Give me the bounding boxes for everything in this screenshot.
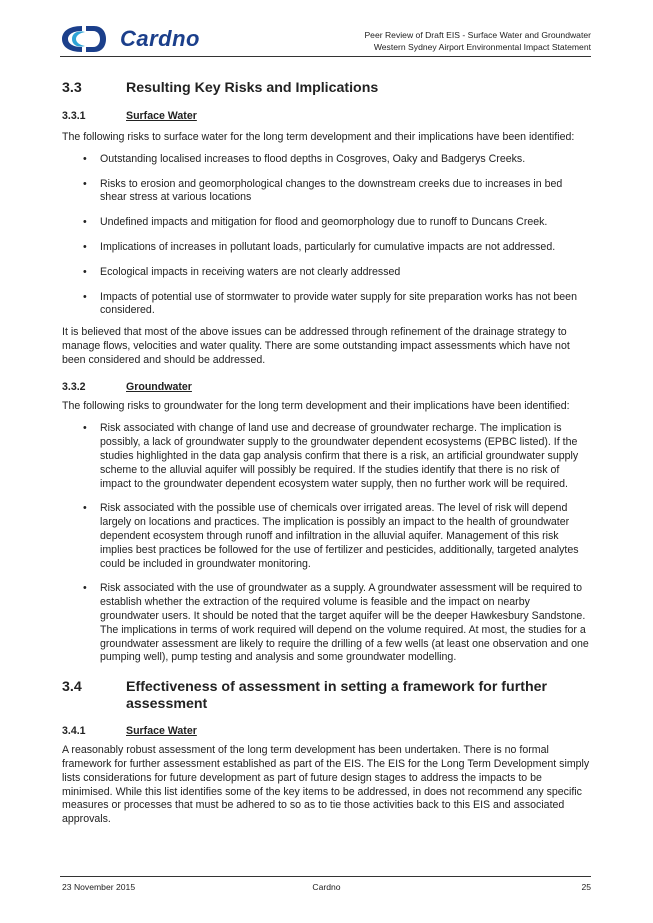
- section-title-line2: assessment: [126, 696, 208, 713]
- surface-water-risk-list: [62, 153, 591, 318]
- bullet-icon: •: [83, 502, 87, 515]
- section-heading-3-4: [62, 679, 591, 713]
- list-item-text: Impacts of potential use of stormwater to provide water supply for site preparation works has not been considered.: [100, 290, 577, 317]
- list-item: [62, 178, 591, 206]
- bullet-icon: •: [83, 582, 87, 595]
- subsection-heading-3-3-1: [62, 110, 591, 123]
- assessment-body: A reasonably robust assessment of the long term development has been undertaken. There is no formal framework for further assessment established as part of the EIS. The EIS for the Long Term Development simply lists considerations for future development as part of future design stages to address the impacts to be minimised. While this list identifies some of the key items to be addressed, in does not recommend any specific measures or processes that must be adhered to so as to tie those activities back to this EIS and associated approvals.: [62, 744, 590, 826]
- header-divider: [60, 56, 591, 57]
- footer-page-number: 25: [581, 882, 591, 892]
- list-item-text: Outstanding localised increases to flood depths in Cosgroves, Oaky and Badgerys Creeks.: [100, 152, 526, 165]
- subsection-title: Surface Water: [126, 110, 197, 122]
- list-item: [62, 241, 591, 255]
- section-number: 3.4: [62, 679, 82, 696]
- subsection-heading-3-3-2: [62, 381, 591, 394]
- subsection-number: 3.3.1: [62, 110, 86, 122]
- list-item: [62, 422, 591, 491]
- list-item-text: Ecological impacts in receiving waters are not clearly addressed: [100, 265, 401, 278]
- list-item: [62, 582, 591, 665]
- list-item-text: Risk associated with the possible use of chemicals over irrigated areas. The level of risk will depend largely on locations and practices. The implication is possibly an impact to the health of groundwater dependent ecosystem through runoff and infiltration in the alluvial aquifer. Management of this risk implies best practices be followed for the use of fertilizer and pesticides, additionally, targeted analytes could be included in groundwater monitoring.: [100, 502, 579, 570]
- footer-divider: [60, 876, 591, 877]
- list-item-text: Implications of increases in pollutant loads, particularly for cumulative impacts are not addressed.: [100, 240, 556, 253]
- header-title-line2: Western Sydney Airport Environmental Impact Statement: [373, 41, 591, 52]
- bullet-icon: •: [83, 177, 87, 190]
- footer-company: Cardno: [312, 882, 341, 892]
- section-heading-3-3: [62, 80, 591, 97]
- list-item-text: Risk associated with the use of groundwater as a supply. A groundwater assessment will be required to establish whether the extraction of the required volume is feasible and the impact on nearby groundwater users. It should be noted that the target aquifer will be the deeper Hawkesbury Sandstone. The implications in terms of work required will depend on the volume required. At most, the studies for a groundwater assessment are likely to require the drilling of a few wells (at least one observation and one pumping well), pump testing and analysis and some groundwater modelling.: [100, 582, 589, 664]
- bullet-icon: •: [83, 422, 87, 435]
- surface-water-intro: The following risks to surface water for the long term development and their implications have been identified:: [62, 131, 575, 143]
- cardno-logo: [60, 22, 220, 56]
- subsection-title: Surface Water: [126, 725, 197, 738]
- section-number: 3.3: [62, 80, 82, 96]
- header-title-line1: Peer Review of Draft EIS - Surface Water and Groundwater: [364, 30, 591, 40]
- bullet-icon: •: [83, 152, 87, 165]
- list-item-text: Risks to erosion and geomorphological changes to the downstream creeks due to increases in bed shear stress at various locations: [100, 177, 563, 204]
- footer-date: 23 November 2015: [62, 882, 136, 892]
- list-item: [62, 502, 591, 571]
- subsection-number: 3.3.2: [62, 380, 86, 393]
- brand-text: Cardno: [120, 26, 200, 51]
- subsection-title: Groundwater: [126, 380, 192, 393]
- section-title: Resulting Key Risks and Implications: [126, 80, 379, 96]
- list-item: [62, 153, 591, 167]
- subsection-heading-3-4-1: [62, 725, 591, 738]
- bullet-icon: •: [83, 240, 87, 253]
- main-content: [62, 76, 591, 827]
- bullet-icon: •: [83, 216, 87, 229]
- section-title: [126, 679, 547, 713]
- section-title-line1: Effectiveness of assessment in setting a framework for further: [126, 679, 548, 696]
- list-item: [62, 216, 591, 230]
- bullet-icon: •: [83, 290, 87, 303]
- bullet-icon: •: [83, 265, 87, 278]
- surface-water-conclusion: It is believed that most of the above issues can be addressed through refinement of the drainage strategy to manage flows, velocities and water quality. There are some outstanding impact assessments which have not been considered and should be addressed.: [62, 326, 570, 366]
- subsection-number: 3.4.1: [62, 725, 86, 738]
- groundwater-risk-list: [62, 422, 591, 665]
- list-item-text: Undefined impacts and mitigation for flood and geomorphology due to runoff to Duncans Creek.: [100, 216, 548, 229]
- list-item-text: Risk associated with change of land use and decrease of groundwater recharge. The implication is possibly, a lack of groundwater supply to the groundwater dependent ecosystems (EPBC listed). If the studies highlighted in the data gap analysis confirm that there is a risk, an artificial groundwater supply scheme to the alluvial aquifer will possibly be required. If the studies identify that there is no risk of impact to the groundwater dependent ecosystem water supply, then no further work will be required.: [100, 422, 579, 490]
- list-item: [62, 266, 591, 280]
- groundwater-intro: The following risks to groundwater for the long term development and their implications have been identified:: [62, 399, 570, 412]
- list-item: [62, 291, 591, 319]
- header-title: [364, 30, 591, 53]
